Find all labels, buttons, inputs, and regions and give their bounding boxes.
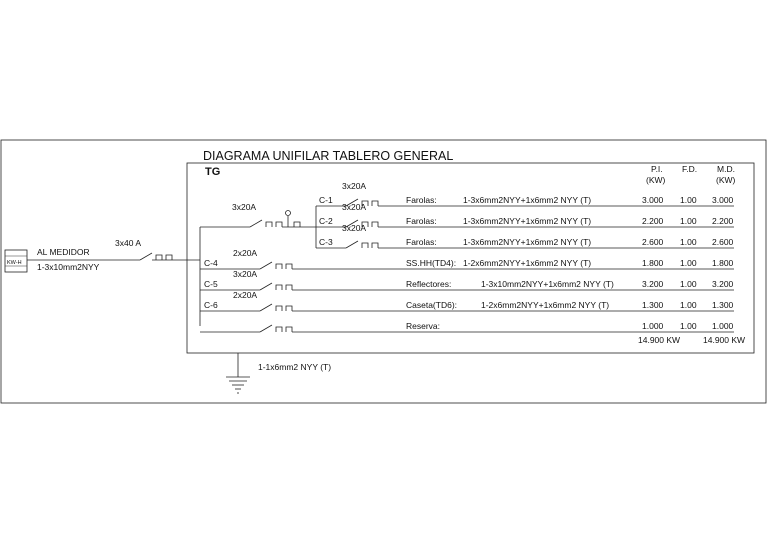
circuit-md: 2.600 (712, 237, 734, 247)
total-pi: 14.900 KW (638, 335, 681, 345)
circuit-breaker-rating: 3x20A (342, 202, 367, 212)
ground-cable: 1-1x6mm2 NYY (T) (258, 362, 332, 372)
circuit-name: SS.HH(TD4): (406, 258, 457, 268)
meter (5, 250, 27, 272)
circuit-code: C-3 (319, 237, 333, 247)
circuit-pi: 1.800 (642, 258, 664, 268)
circuit-code: C-2 (319, 216, 333, 226)
board-label: TG (205, 166, 221, 178)
circuit-md: 3.000 (712, 195, 734, 205)
circuit-md: 2.200 (712, 216, 734, 226)
circuit-breaker-rating: 3x20A (342, 181, 367, 191)
header-md: M.D. (717, 164, 735, 174)
circuit-fd: 1.00 (680, 300, 697, 310)
differential-switch-symbol (286, 211, 301, 228)
circuit-name: Caseta(TD6): (406, 300, 458, 310)
ground-icon (226, 377, 250, 393)
header-pi: P.I. (651, 164, 663, 174)
circuit-fd: 1.00 (680, 321, 697, 331)
circuit-fd: 1.00 (680, 237, 697, 247)
group-breaker-rating: 3x20A (232, 202, 257, 212)
circuit-md: 1.300 (712, 300, 734, 310)
circuit-md: 1.800 (712, 258, 734, 268)
circuit-code: C-6 (204, 300, 218, 310)
header-pi-unit: (KW) (646, 175, 666, 185)
circuit-fd: 1.00 (680, 195, 697, 205)
circuit-pi: 3.000 (642, 195, 664, 205)
diagram-title: DIAGRAMA UNIFILAR TABLERO GENERAL (203, 149, 454, 163)
circuit-code: C-4 (204, 258, 218, 268)
circuit-md: 1.000 (712, 321, 734, 331)
main-breaker-rating: 3x40 A (115, 238, 141, 248)
circuit-fd: 1.00 (680, 279, 697, 289)
total-md: 14.900 KW (703, 335, 746, 345)
circuit-pi: 1.300 (642, 300, 664, 310)
circuit-md: 3.200 (712, 279, 734, 289)
header-md-unit: (KW) (716, 175, 736, 185)
circuit-breaker-rating: 2x20A (233, 248, 258, 258)
meter-label: AL MEDIDOR (37, 247, 90, 257)
circuit-name: Reflectores: (406, 279, 452, 289)
circuit-cable: 1-3x6mm2NYY+1x6mm2 NYY (T) (463, 237, 592, 247)
circuit-breaker-rating: 2x20A (233, 290, 258, 300)
circuit-pi: 3.200 (642, 279, 664, 289)
circuit-cable: 1-3x6mm2NYY+1x6mm2 NYY (T) (463, 195, 592, 205)
circuit-cable: 1-2x6mm2NYY+1x6mm2 NYY (T) (481, 300, 610, 310)
circuit-cable: 1-3x10mm2NYY+1x6mm2 NYY (T) (481, 279, 614, 289)
circuit-code: C-1 (319, 195, 333, 205)
header-fd: F.D. (682, 164, 698, 174)
circuit-name: Farolas: (406, 237, 437, 247)
circuit-name: Farolas: (406, 216, 437, 226)
circuit-pi: 2.200 (642, 216, 664, 226)
circuit-pi: 2.600 (642, 237, 664, 247)
circuit-cable: 1-3x6mm2NYY+1x6mm2 NYY (T) (463, 216, 592, 226)
circuit-name: Farolas: (406, 195, 437, 205)
circuit-fd: 1.00 (680, 216, 697, 226)
circuit-rows (200, 181, 734, 332)
main-breaker-symbol (140, 253, 172, 260)
circuit-pi: 1.000 (642, 321, 664, 331)
meter-icon-text: KW-H (7, 260, 22, 266)
circuit-breaker-rating: 3x20A (342, 223, 367, 233)
circuit-fd: 1.00 (680, 258, 697, 268)
circuit-code: C-5 (204, 279, 218, 289)
meter-cable: 1-3x10mm2NYY (37, 262, 100, 272)
circuit-breaker-rating: 3x20A (233, 269, 258, 279)
circuit-cable: 1-2x6mm2NYY+1x6mm2 NYY (T) (463, 258, 592, 268)
circuit-name: Reserva: (406, 321, 441, 331)
